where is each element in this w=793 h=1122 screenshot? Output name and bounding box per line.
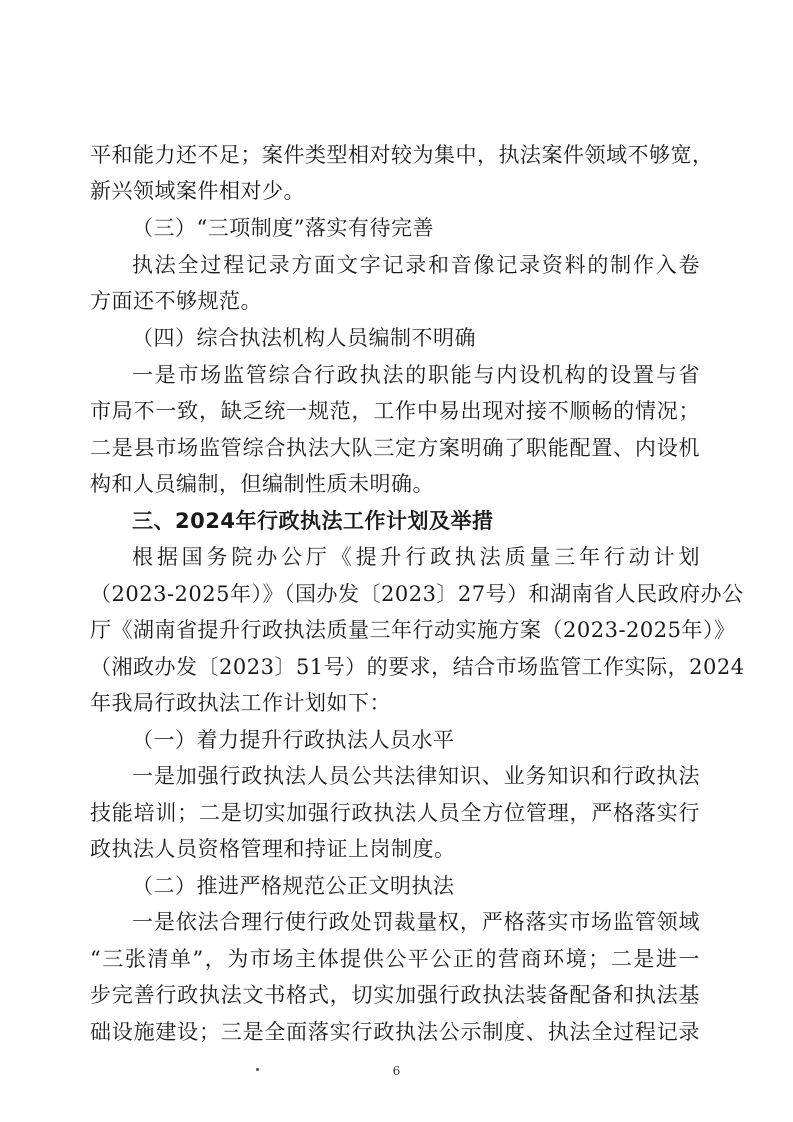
paragraph-line: “三张清单”，为市场主体提供公平公正的营商环境；二是进一 [90, 947, 700, 971]
page-number: 6 [392, 1064, 401, 1078]
paragraph-line: 平和能力还不足；案件类型相对较为集中，执法案件领域不够宽， [90, 143, 714, 167]
section-heading: （一）着力提升行政执法人员水平 [132, 728, 455, 752]
paragraph-line: 二是县市场监管综合执法大队三定方案明确了职能配置、内设机 [90, 436, 700, 460]
paragraph-line: 构和人员编制，但编制性质未明确。 [90, 472, 434, 496]
paragraph-line: 政执法人员资格管理和持证上岗制度。 [90, 837, 456, 861]
paragraph-line: 执法全过程记录方面文字记录和音像记录资料的制作入卷 [132, 253, 700, 277]
paragraph-line: 步完善行政执法文书格式，切实加强行政执法装备配备和执法基 [90, 983, 700, 1007]
paragraph-line: 技能培训；二是切实加强行政执法人员全方位管理，严格落实行 [90, 801, 700, 825]
section-heading: （三）“三项制度”落实有待完善 [132, 216, 434, 240]
paragraph-line: 方面还不够规范。 [90, 289, 262, 313]
paragraph-line: 市局不一致，缺乏统一规范，工作中易出现对接不顺畅的情况； [90, 399, 700, 423]
paragraph-line: 一是加强行政执法人员公共法律知识、业务知识和行政执法 [132, 764, 700, 788]
section-heading: （四）综合执法机构人员编制不明确 [132, 326, 476, 350]
paragraph-line: （2023-2025年）》（国办发〔2023〕27号）和湖南省人民政府办公 [90, 582, 744, 606]
paragraph-line: 根据国务院办公厅《提升行政执法质量三年行动计划 [132, 545, 700, 569]
paragraph-line: 厅《湖南省提升行政执法质量三年行动实施方案（2023-2025年）》 [90, 618, 736, 642]
paragraph-line: 新兴领域案件相对少。 [90, 179, 305, 203]
paragraph-line: （湘政办发〔2023〕51号）的要求，结合市场监管工作实际，2024 [90, 655, 745, 679]
paragraph-line: 础设施建设；三是全面落实行政执法公示制度、执法全过程记录 [90, 1020, 700, 1044]
paragraph-line: 一是依法合理行使行政处罚裁量权，严格落实市场监管领域 [132, 910, 700, 934]
chapter-heading: 三、2024年行政执法工作计划及举措 [132, 509, 494, 533]
section-heading: （二）推进严格规范公正文明执法 [132, 874, 455, 898]
paragraph-line: 一是市场监管综合行政执法的职能与内设机构的设置与省 [132, 363, 700, 387]
paragraph-line: 年我局行政执法工作计划如下： [90, 691, 391, 715]
